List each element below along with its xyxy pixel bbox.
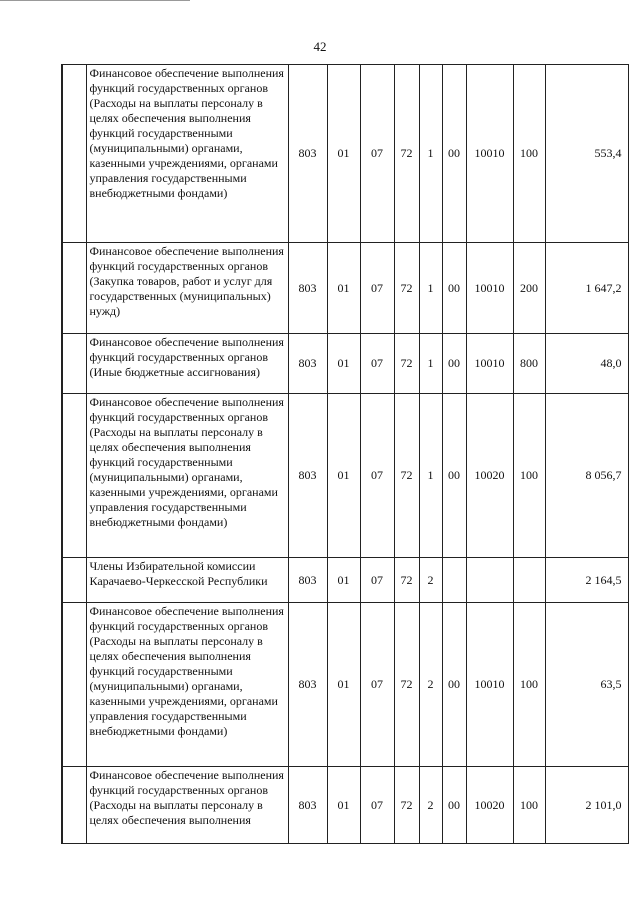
direction-code-cell: 10010 [466,243,513,334]
expense-name-cell: Финансовое обеспечение выполнения функций государственных органов (Расходы на выплаты персоналу в целях обеспечения выполнения функций государственными (муниципальными) органами, казенными учреждениями, органами управления государственными внебюджетными фондами) [86,65,288,243]
program-code-cell: 72 [394,243,419,334]
subsection-code-cell: 07 [360,394,394,558]
main-event-code-cell: 00 [442,243,466,334]
subprogram-code-cell: 2 [419,767,442,844]
table-row [62,394,628,558]
expense-type-code-cell [513,558,545,603]
subprogram-code-cell: 1 [419,65,442,243]
expense-type-code-cell: 100 [513,65,545,243]
table-body [62,65,628,844]
ministry-code-cell: 803 [288,334,327,394]
direction-code-cell [466,558,513,603]
subsection-code-cell: 07 [360,603,394,767]
amount-cell: 8 056,7 [545,394,628,558]
ministry-code-cell: 803 [288,65,327,243]
expense-name-cell: Финансовое обеспечение выполнения функций государственных органов (Расходы на выплаты персоналу в целях обеспечения выполнения функций государственными (муниципальными) органами, казенными учреждениями, органами управления государственными внебюджетными фондами) [86,394,288,558]
ministry-code-cell: 803 [288,243,327,334]
subprogram-code-cell: 2 [419,603,442,767]
main-event-code-cell [442,558,466,603]
row-number-cell [62,394,86,558]
section-code-cell: 01 [327,243,360,334]
page-number: 42 [313,39,327,54]
amount-cell: 2 101,0 [545,767,628,844]
program-code-cell: 72 [394,767,419,844]
main-event-code-cell: 00 [442,394,466,558]
table-row [62,603,628,767]
program-code-cell: 72 [394,558,419,603]
row-number-cell [62,65,86,243]
scan-edge-line [0,0,190,1]
section-code-cell: 01 [327,558,360,603]
ministry-code-cell: 803 [288,394,327,558]
budget-table [61,64,629,844]
expense-name-cell: Финансовое обеспечение выполнения функций государственных органов (Расходы на выплаты персоналу в целях обеспечения выполнения функций государственными (муниципальными) органами, казенными учреждениями, органами управления государственными внебюджетными фондами) [86,603,288,767]
amount-cell: 2 164,5 [545,558,628,603]
expense-name-cell: Финансовое обеспечение выполнения функций государственных органов (Закупка товаров, работ и услуг для государственных (муниципальных) нужд) [86,243,288,334]
row-number-cell [62,767,86,844]
direction-code-cell: 10020 [466,394,513,558]
expense-type-code-cell: 100 [513,394,545,558]
program-code-cell: 72 [394,334,419,394]
section-code-cell: 01 [327,334,360,394]
subsection-code-cell: 07 [360,767,394,844]
direction-code-cell: 10010 [466,334,513,394]
program-code-cell: 72 [394,65,419,243]
expense-type-code-cell: 100 [513,767,545,844]
amount-cell: 48,0 [545,334,628,394]
expense-name-cell: Члены Избирательной комиссии Карачаево-Черкесской Республики [86,558,288,603]
row-number-cell [62,603,86,767]
expense-name-cell: Финансовое обеспечение выполнения функций государственных органов (Иные бюджетные ассигнования) [86,334,288,394]
amount-cell: 63,5 [545,603,628,767]
main-event-code-cell: 00 [442,334,466,394]
subprogram-code-cell: 1 [419,334,442,394]
main-event-code-cell: 00 [442,767,466,844]
direction-code-cell: 10010 [466,603,513,767]
expense-name-cell: Финансовое обеспечение выполнения функций государственных органов (Расходы на выплаты персоналу в целях обеспечения выполнения [86,767,288,844]
table-row [62,65,628,243]
section-code-cell: 01 [327,394,360,558]
amount-cell: 1 647,2 [545,243,628,334]
main-event-code-cell: 00 [442,603,466,767]
expense-type-code-cell: 200 [513,243,545,334]
expense-type-code-cell: 100 [513,603,545,767]
subprogram-code-cell: 2 [419,558,442,603]
subprogram-code-cell: 1 [419,243,442,334]
section-code-cell: 01 [327,65,360,243]
main-event-code-cell: 00 [442,65,466,243]
row-number-cell [62,243,86,334]
subsection-code-cell: 07 [360,65,394,243]
amount-cell: 553,4 [545,65,628,243]
table-row [62,767,628,844]
direction-code-cell: 10010 [466,65,513,243]
row-number-cell [62,334,86,394]
subsection-code-cell: 07 [360,243,394,334]
ministry-code-cell: 803 [288,603,327,767]
ministry-code-cell: 803 [288,558,327,603]
row-number-cell [62,558,86,603]
subprogram-code-cell: 1 [419,394,442,558]
direction-code-cell: 10020 [466,767,513,844]
ministry-code-cell: 803 [288,767,327,844]
program-code-cell: 72 [394,603,419,767]
section-code-cell: 01 [327,603,360,767]
subsection-code-cell: 07 [360,334,394,394]
expense-type-code-cell: 800 [513,334,545,394]
subsection-code-cell: 07 [360,558,394,603]
program-code-cell: 72 [394,394,419,558]
section-code-cell: 01 [327,767,360,844]
table-row [62,334,628,394]
table-row [62,558,628,603]
table-row [62,243,628,334]
